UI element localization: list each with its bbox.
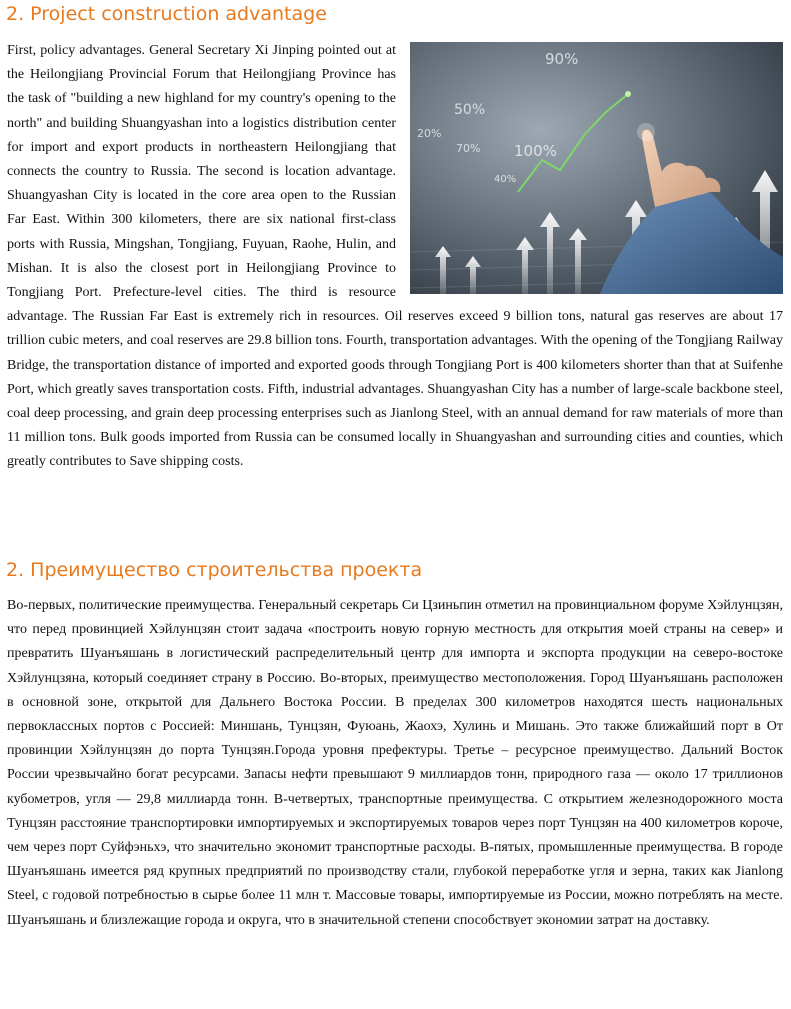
percent-label-40: 40%	[494, 174, 517, 185]
percent-label-70: 70%	[456, 142, 481, 155]
percent-label-50: 50%	[454, 102, 486, 118]
section-paragraph-ru: Во-первых, политические преимущества. Генеральный секретарь Си Цзиньпин отметил на провинциальном форуме Хэйлунцзян, что перед провинцией Хэйлунцзян стоит задача «построить новую горную местность для открытия моей страны на север» и превратить Шуанъяшань в логистический распределительный центр для импорта и экспорта продукции на северо-востоке Хэйлунцзяна, который соединяет страну в Россию. Во-вторых, преимущество местоположения. Город Шуанъяшань расположен в основной зоне, открытой для Дальнего Востока России. В пределах 300 километров находятся шесть национальных первоклассных портов с Россией: Миншань, Тунцзян, Фуюань, Жаохэ, Хулинь и Мишань. Это также ближайший порт в От провинции Хэйлунцзян до порта Тунцзян.Города уровня префектуры. Третье – ресурсное преимущество. Дальний Восток России чрезвычайно богат ресурсами. Запасы нефти превышают 9 миллиардов тонн, природного газа — около 17 триллионов кубометров, угля — 29,8 миллиарда тонн. В-четвертых, транспортные преимущества. С открытием железнодорожного моста Тунцзян расстояние транспортировки импортируемых и экспортируемых товаров через порт Тунцзян на 400 километров короче, чем через порт Суйфэньхэ, что значительно экономит транспортные расходы. В-пятых, промышленные преимущества. В городе Шуанъяшань имеется ряд крупных предприятий по производству стали, глубокой переработке угля и зерна, таких как Jianlong Steel, с годовой потребностью в сырье более 11 млн т. Массовые товары, импортируемые из России, можно потреблять на месте. Шуанъяшань и близлежащие города и округа, что в значительной степени способствует экономии затрат на доставку.	[7, 598, 783, 928]
section-heading-en: 2. Project construction advantage	[6, 3, 327, 25]
section-heading-ru: 2. Преимущество строительства проекта	[6, 559, 423, 581]
business-growth-image	[410, 42, 783, 294]
percent-label-100: 100%	[514, 142, 557, 160]
section-body-en	[7, 39, 783, 475]
section-body-ru	[7, 594, 783, 933]
percent-label-90: 90%	[545, 50, 579, 68]
section-paragraph-en: First, policy advantages. General Secretary Xi Jinping pointed out at the Heilongjiang Provincial Forum that Heilongjiang Province has the task of "building a new highland for my country's opening to the north" and building Shuangyashan into a logistics distribution center for import and export products in northeastern Heilongjiang that connects the country to Russia. The second is location advantage. Shuangyashan City is located in the core area open to the Russian Far East. Within 300 kilometers, there are six national first-class ports with Russia, Mingshan, Tongjiang, Fuyuan, Raohe, Hulin, and Mishan. It is also the closest port in Heilongjiang Province to Tongjiang Port. Prefecture-level cities. The third is resource advantage. The Russian Far East is extremely rich in resources. Oil reserves exceed 9 billion tons, natural gas reserves are about 17 trillion cubic meters, and coal reserves are 29.8 billion tons. Fourth, transportation advantages. With the opening of the Tongjiang Railway Bridge, the transportation distance of imported and exported goods through Tongjiang Port is 400 kilometers shorter than that at Suifenhe Port, which greatly saves transportation costs. Fifth, industrial advantages. Shuangyashan City has a number of large-scale backbone steel, coal deep processing, and grain deep processing enterprises such as Jianlong Steel, with an annual demand for raw materials of more than 11 million tons. Bulk goods imported from Russia can be consumed locally in Shuangyashan and surrounding cities and counties, which greatly contributes to Save shipping costs.	[7, 43, 783, 470]
percent-label-20: 20%	[417, 127, 442, 140]
